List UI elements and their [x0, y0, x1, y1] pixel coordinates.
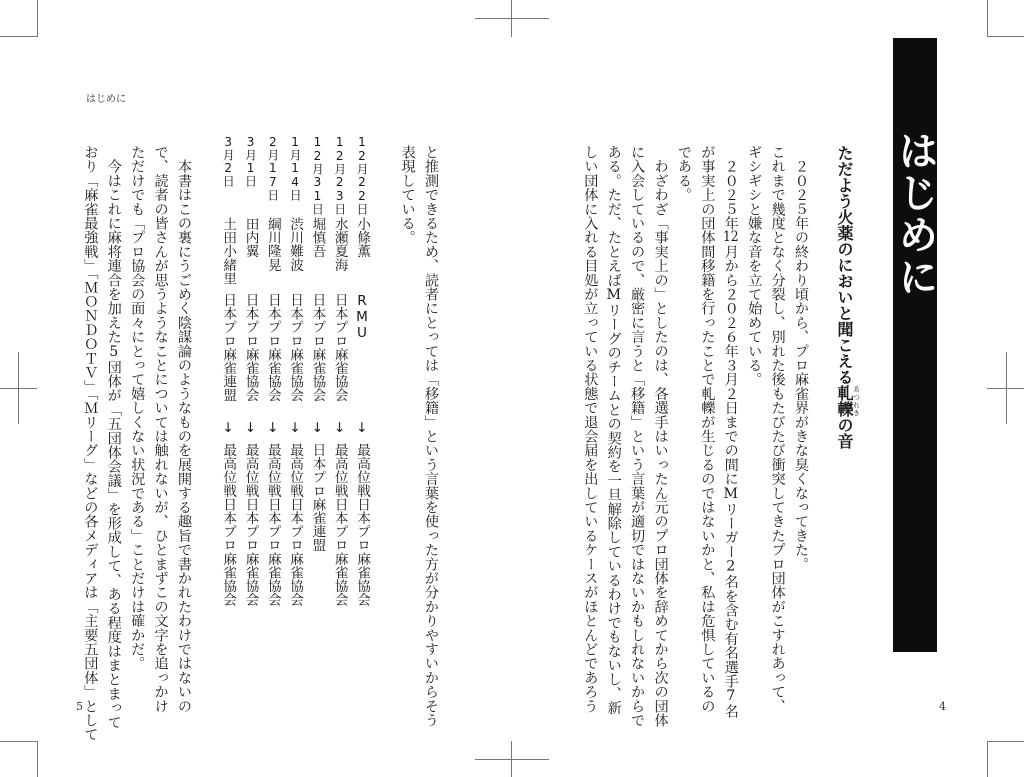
transfer-row: [284, 135, 306, 625]
body-line: 表現している。: [399, 145, 416, 245]
ruby-reading: あつれき: [852, 385, 861, 417]
body-line: ただけでも「プロ協会の面々にとって嬉しくない状況である」ことだけは確かだ。: [129, 145, 146, 671]
transfer-from: 日本プロ麻雀協会: [309, 293, 326, 402]
transfer-row: [328, 135, 350, 625]
body-line: に入会しているので、厳密に言うと「移籍」という言葉が適切ではないかもしれないからで: [629, 145, 646, 728]
body-line: である。: [675, 145, 692, 202]
transfer-date: 12月23日: [332, 135, 347, 215]
transfer-to: 日本プロ麻雀連盟: [309, 443, 326, 552]
body-line: 本書はこの裏にうごめく陰謀論のようなものを展開する趣旨で書かれたわけではないの: [176, 145, 192, 713]
transfer-date: 12月31日: [310, 135, 325, 215]
transfer-list: [217, 135, 373, 625]
transfer-row: [217, 135, 239, 625]
transfer-name: 綱川隆晃: [264, 217, 281, 272]
body-line: ギシギシと嫌な音を立て始めている。: [746, 145, 763, 387]
transfer-name: 田内翼: [242, 217, 259, 258]
transfer-row: [351, 135, 373, 625]
transfer-date: 3月1日: [243, 135, 258, 187]
transfer-date: 3月2日: [221, 135, 236, 187]
transfer-to: 最高位戦日本プロ麻雀協会: [287, 443, 304, 607]
body-line: しい団体に入れる目処が立っている状態で退会届を出しているケースがほとんどであろう: [582, 145, 599, 713]
transfer-from: RMU: [354, 293, 370, 341]
body-line: ２０２５年の終わり頃から、プロ麻雀界がきな臭くなってきた。: [793, 145, 809, 571]
body-line: と推測できるため、読者にとっては「移籍」という言葉を使った方が分かりやすいからそう: [423, 145, 439, 728]
subtitle-text: ただよう火薬のにおいと聞こえる: [835, 145, 854, 385]
body-line: これまで幾度となく分裂し、別れた後もたびたび衝突してきたプロ団体がこすれあって、: [769, 145, 786, 713]
transfer-to: 最高位戦日本プロ麻雀協会: [354, 443, 370, 607]
left-page-body-bottom: [78, 145, 195, 742]
body-line: 今はこれに麻将連合を加えた5団体が「五団体会議」を形成して、ある程度はまとまって: [105, 145, 122, 729]
page-number-left: 5: [76, 700, 83, 713]
transfer-row: [239, 135, 261, 625]
transfer-arrow: ↓: [264, 420, 281, 436]
transfer-from: 日本プロ麻雀協会: [264, 293, 281, 402]
page-number-right: 4: [939, 700, 946, 713]
body-line: で、読者の皆さんが思うようなことについては触れないが、ひとまずこの文字を追っかけ: [152, 145, 169, 713]
transfer-date: 2月17日: [265, 135, 280, 201]
transfer-row: [306, 135, 328, 625]
transfer-arrow: ↓: [309, 420, 326, 436]
transfer-arrow: ↓: [242, 420, 259, 436]
transfer-name: 水瀬夏海: [331, 217, 348, 272]
transfer-name: 土田小緒里: [220, 217, 237, 285]
transfer-arrow: ↓: [331, 420, 348, 436]
subtitle-ruby: [835, 385, 861, 417]
transfer-name: 小條薫: [354, 217, 370, 258]
transfer-from: 日本プロ麻雀連盟: [220, 293, 237, 402]
transfer-to: 最高位戦日本プロ麻雀協会: [220, 443, 237, 607]
running-head: はじめに: [86, 94, 126, 105]
body-line: ２０２５年12月から２０２６年３月２日までの間にMリーガー2名を含む有名選手7名: [722, 145, 739, 719]
chapter-title: はじめに: [892, 130, 939, 298]
transfer-date: 12月22日: [355, 135, 369, 215]
transfer-name: 堀慎吾: [309, 217, 326, 258]
ruby-base: 軋轢: [835, 385, 854, 417]
body-line: おり「麻雀最強戦」「ＭＯＮＤＯＴＶ」「Ｍリーグ」などの各メディアは「主要五団体」として: [82, 145, 99, 742]
transfer-arrow: ↓: [354, 420, 370, 436]
transfer-from: 日本プロ麻雀協会: [287, 293, 304, 402]
chapter-title-box: [893, 38, 937, 652]
body-line: ある。ただ、たとえばMリーグのチームとの契約を一旦解除しているわけでもないし、新: [605, 145, 622, 715]
right-page-body: [578, 145, 812, 728]
transfer-name: 渋川難波: [287, 217, 304, 272]
subtitle-text-end: の音: [835, 417, 854, 449]
body-line: わざわざ「事実上の」としたのは、各選手はいったん元のプロ団体を辞めてから次の団体: [652, 145, 669, 728]
transfer-arrow: ↓: [287, 420, 304, 436]
transfer-to: 最高位戦日本プロ麻雀協会: [331, 443, 348, 607]
left-page-body-top: [395, 145, 442, 728]
transfer-arrow: ↓: [220, 420, 237, 436]
body-line: が事実上の団体間移籍を行ったことで軋轢が生じるのではないかと、私は危惧しているの: [699, 145, 716, 713]
transfer-from: 日本プロ麻雀協会: [242, 293, 259, 402]
transfer-date: 1月14日: [288, 135, 303, 201]
section-subtitle: [832, 145, 861, 665]
transfer-to: 最高位戦日本プロ麻雀協会: [242, 443, 259, 607]
transfer-row: [262, 135, 284, 625]
transfer-from: 日本プロ麻雀協会: [331, 293, 348, 402]
transfer-to: 最高位戦日本プロ麻雀協会: [264, 443, 281, 607]
